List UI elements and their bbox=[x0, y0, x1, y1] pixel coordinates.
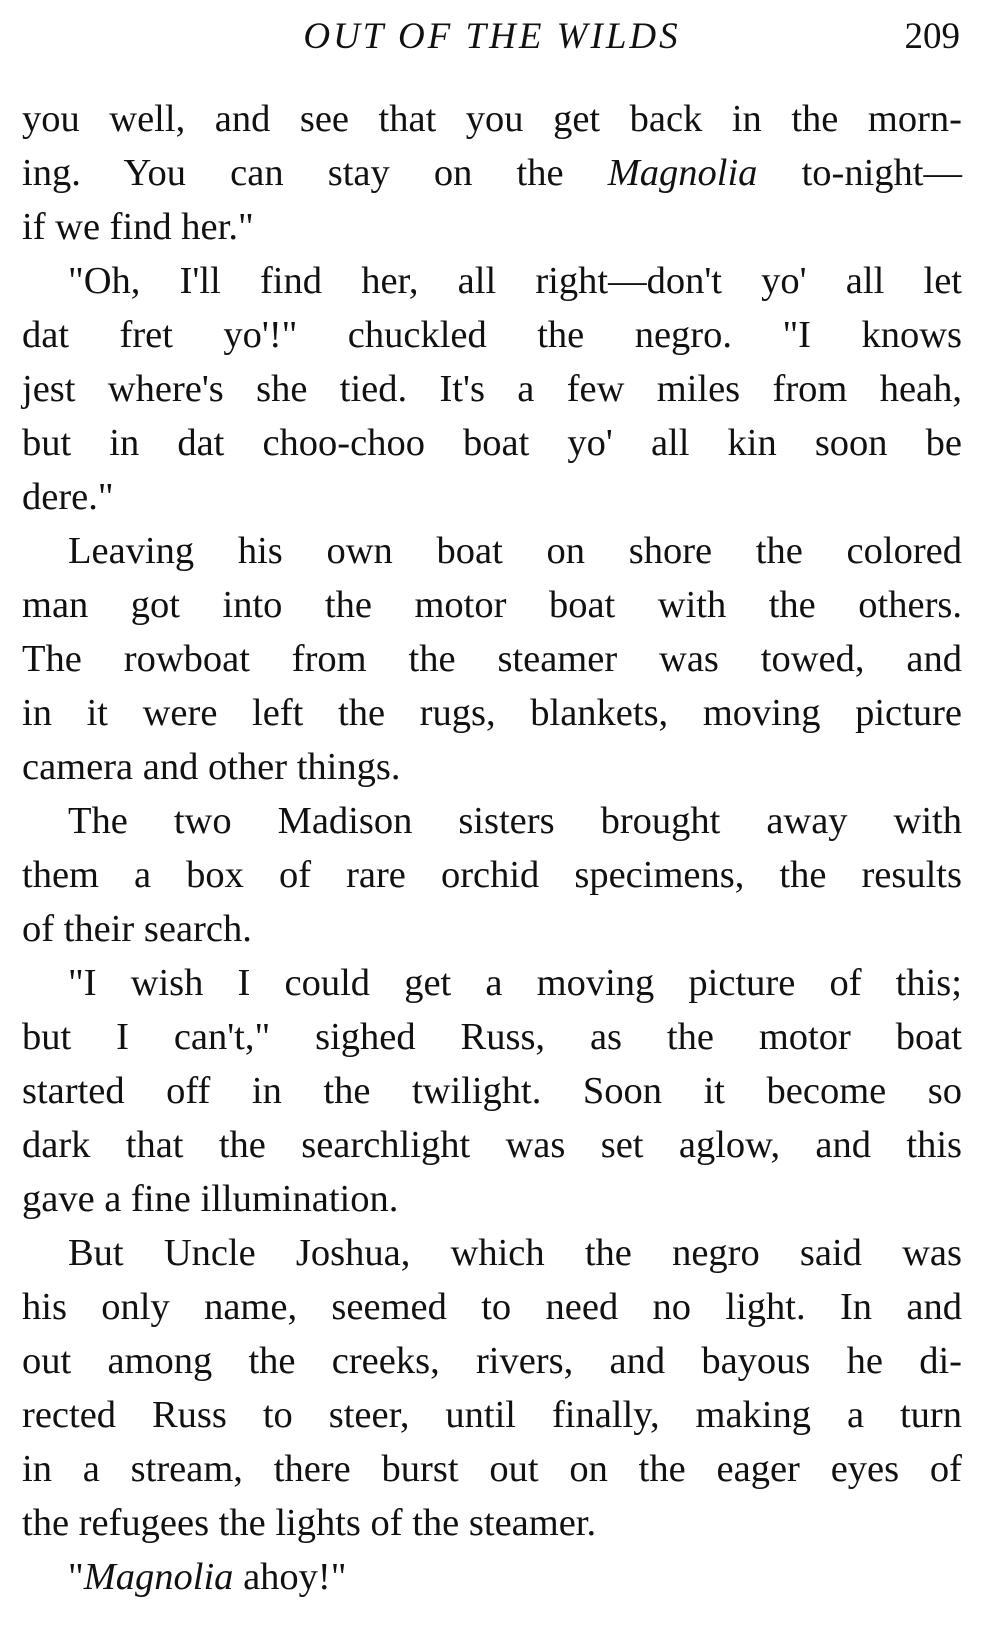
text-segment: jest where's she tied. It's a few miles from heah, bbox=[22, 368, 962, 410]
text-line bbox=[22, 1226, 962, 1280]
text-segment: if we find her." bbox=[22, 206, 254, 248]
italic-text-segment: Magnolia bbox=[83, 1556, 234, 1598]
text-line bbox=[22, 848, 962, 902]
text-line bbox=[22, 902, 962, 956]
text-line bbox=[22, 1172, 962, 1226]
text-line bbox=[22, 578, 962, 632]
text-segment: camera and other things. bbox=[22, 746, 401, 788]
text-segment: of their search. bbox=[22, 908, 252, 950]
text-line bbox=[22, 1334, 962, 1388]
text-line bbox=[22, 1442, 962, 1496]
text-line bbox=[22, 686, 962, 740]
text-line bbox=[22, 1118, 962, 1172]
text-segment: dat fret yo'!" chuckled the negro. "I knows bbox=[22, 314, 962, 356]
text-segment: Leaving his own boat on shore the colored bbox=[68, 530, 962, 572]
text-line bbox=[22, 416, 962, 470]
text-line bbox=[22, 308, 962, 362]
text-line bbox=[22, 92, 962, 146]
text-segment: but I can't," sighed Russ, as the motor boat bbox=[22, 1016, 962, 1058]
text-segment: but in dat choo-choo boat yo' all kin soon be bbox=[22, 422, 962, 464]
text-segment: "Oh, I'll find her, all right—don't yo' all let bbox=[68, 260, 962, 302]
text-segment: his only name, seemed to need no light. In and bbox=[22, 1286, 962, 1328]
text-line bbox=[22, 1388, 962, 1442]
text-segment: them a box of rare orchid specimens, the results bbox=[22, 854, 962, 896]
text-line bbox=[22, 524, 962, 578]
text-segment: to-night— bbox=[757, 152, 962, 194]
page-number: 209 bbox=[904, 16, 960, 57]
text-line bbox=[22, 1550, 962, 1604]
text-line bbox=[22, 1496, 962, 1550]
text-line bbox=[22, 794, 962, 848]
text-segment: gave a fine illumination. bbox=[22, 1178, 399, 1220]
text-line bbox=[22, 1010, 962, 1064]
text-line bbox=[22, 1280, 962, 1334]
text-segment: dark that the searchlight was set aglow, and this bbox=[22, 1124, 962, 1166]
text-line bbox=[22, 740, 962, 794]
text-line bbox=[22, 956, 962, 1010]
text-line bbox=[22, 200, 962, 254]
text-segment: the refugees the lights of the steamer. bbox=[22, 1502, 597, 1544]
text-line bbox=[22, 254, 962, 308]
text-segment: The two Madison sisters brought away with bbox=[68, 800, 962, 842]
text-segment: in a stream, there burst out on the eager eyes of bbox=[22, 1448, 962, 1490]
running-title: OUT OF THE WILDS bbox=[303, 16, 681, 57]
running-head bbox=[22, 10, 962, 64]
text-segment: in it were left the rugs, blankets, moving picture bbox=[22, 692, 962, 734]
text-segment: ahoy!" bbox=[233, 1556, 347, 1598]
italic-text-segment: Magnolia bbox=[607, 152, 758, 194]
text-line bbox=[22, 632, 962, 686]
text-segment: man got into the motor boat with the others. bbox=[22, 584, 962, 626]
text-segment: started off in the twilight. Soon it become so bbox=[22, 1070, 962, 1112]
body-text bbox=[22, 92, 962, 1604]
text-segment: out among the creeks, rivers, and bayous he di- bbox=[22, 1340, 962, 1382]
text-segment: "I wish I could get a moving picture of this; bbox=[68, 962, 962, 1004]
text-segment: But Uncle Joshua, which the negro said was bbox=[68, 1232, 962, 1274]
text-segment: dere." bbox=[22, 476, 114, 518]
text-segment: The rowboat from the steamer was towed, and bbox=[22, 638, 962, 680]
text-line bbox=[22, 1064, 962, 1118]
text-segment: rected Russ to steer, until finally, making a turn bbox=[22, 1394, 962, 1436]
text-line bbox=[22, 470, 962, 524]
text-segment: you well, and see that you get back in the morn- bbox=[22, 98, 962, 140]
text-segment: " bbox=[68, 1556, 84, 1598]
text-segment: ing. You can stay on the bbox=[22, 152, 608, 194]
text-line bbox=[22, 146, 962, 200]
text-line bbox=[22, 362, 962, 416]
